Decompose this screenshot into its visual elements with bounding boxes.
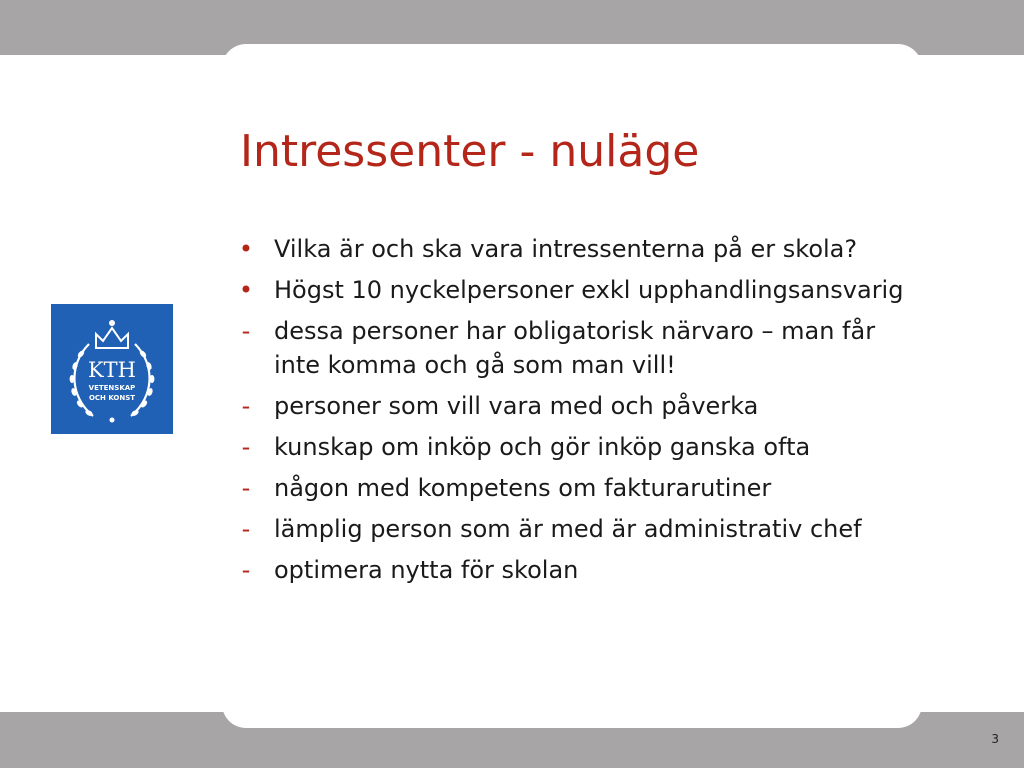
bullet-text: Vilka är och ska vara intressenterna på er skola? bbox=[274, 235, 858, 263]
bullet-text: kunskap om inköp och gör inköp ganska ofta bbox=[274, 433, 811, 461]
logo-text: KTH bbox=[87, 358, 137, 382]
bullet-list bbox=[236, 232, 916, 594]
bullet-item bbox=[236, 430, 916, 464]
bullet-text: optimera nytta för skolan bbox=[274, 556, 579, 584]
bullet-text: Högst 10 nyckelpersoner exkl upphandlingsansvarig bbox=[274, 276, 904, 304]
bullet-item bbox=[236, 232, 916, 266]
bullet-marker: - bbox=[241, 474, 251, 502]
kth-emblem-icon bbox=[51, 304, 173, 434]
slide-title: Intressenter - nuläge bbox=[240, 126, 700, 177]
bullet-item bbox=[236, 471, 916, 505]
bullet-item bbox=[236, 389, 916, 423]
bullet-marker: - bbox=[241, 515, 251, 543]
bullet-marker: - bbox=[241, 317, 251, 345]
bullet-item bbox=[236, 314, 916, 382]
bullet-marker: - bbox=[241, 433, 251, 461]
bullet-text: någon med kompetens om fakturarutiner bbox=[274, 474, 772, 502]
bullet-text: personer som vill vara med och påverka bbox=[274, 392, 759, 420]
bullet-marker: • bbox=[238, 276, 254, 304]
bullet-marker: - bbox=[241, 392, 251, 420]
bullet-marker: - bbox=[241, 556, 251, 584]
bullet-item bbox=[236, 553, 916, 587]
bullet-marker: • bbox=[238, 235, 254, 263]
bullet-text: lämplig person som är med är administrativ chef bbox=[274, 515, 862, 543]
bullet-item bbox=[236, 273, 916, 307]
page-number: 3 bbox=[991, 732, 999, 746]
logo-subtext-2: OCH KONST bbox=[88, 394, 136, 402]
kth-logo bbox=[51, 304, 173, 434]
bullet-item bbox=[236, 512, 916, 546]
bullet-text: dessa personer har obligatorisk närvaro – man får inte komma och gå som man vill! bbox=[274, 317, 876, 379]
logo-subtext-1: VETENSKAP bbox=[88, 384, 136, 392]
